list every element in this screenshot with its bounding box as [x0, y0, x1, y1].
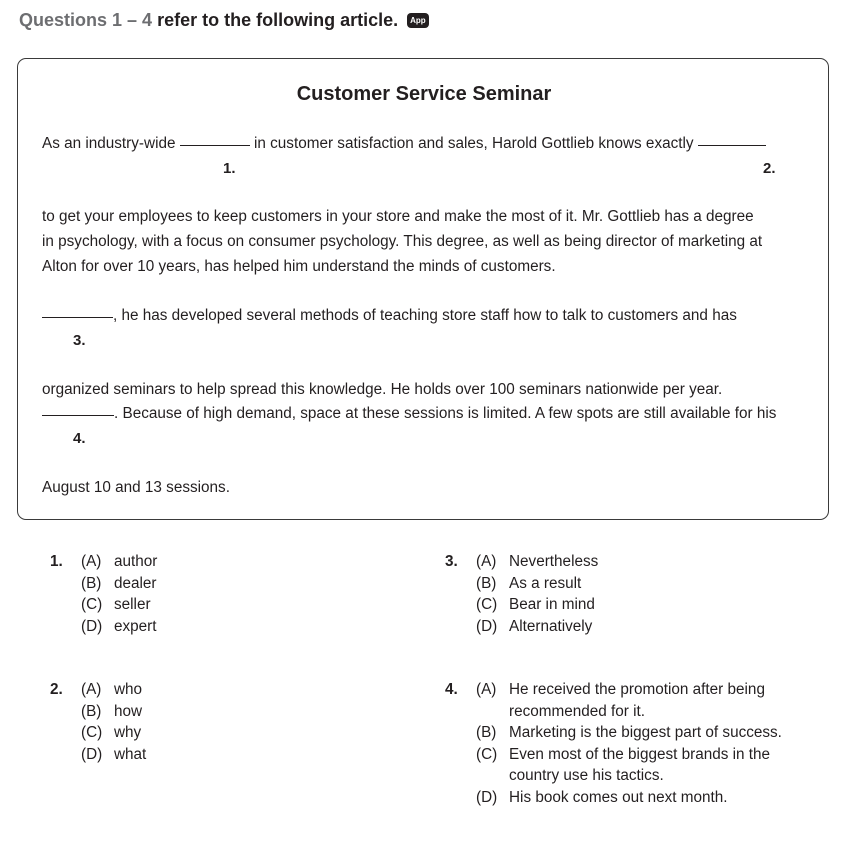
option-letter: (C): [476, 745, 498, 763]
option-text: Bear in mind: [509, 596, 595, 613]
article-line-2: to get your employees to keep customers in your store and make the most of it. Mr. Gottlieb has a degree: [42, 208, 754, 225]
option-1a[interactable]: [50, 551, 390, 573]
option-letter: (B): [81, 702, 102, 720]
option-letter: (B): [476, 724, 497, 741]
article-line-5: [42, 307, 737, 325]
blank-1: [180, 144, 250, 146]
option-letter: (C): [476, 596, 498, 613]
article-line-8: August 10 and 13 sessions.: [42, 479, 230, 496]
option-letter: (A): [476, 553, 497, 570]
option-2d[interactable]: [50, 744, 390, 766]
option-text: Marketing is the biggest part of success.: [509, 724, 782, 741]
blank-number-3: 3.: [73, 332, 86, 349]
option-text: He received the promotion after being recommended for it.: [509, 681, 765, 720]
option-text: dealer: [114, 574, 157, 592]
blank-3: [42, 316, 113, 318]
line-text: in customer satisfaction and sales, Harold Gottlieb knows exactly: [253, 135, 694, 152]
option-2c[interactable]: [50, 722, 390, 744]
option-1d[interactable]: [50, 616, 390, 638]
option-letter: (C): [81, 596, 103, 613]
option-letter: (D): [81, 617, 103, 635]
option-letter: (A): [81, 553, 102, 570]
blank-number-2: 2.: [763, 160, 776, 177]
option-text: what: [114, 745, 147, 763]
option-letter: (B): [81, 574, 102, 592]
article-line-7: [42, 405, 776, 423]
option-1c[interactable]: [50, 594, 390, 616]
option-4a[interactable]: [445, 679, 809, 722]
app-badge-icon[interactable]: App: [407, 13, 429, 28]
article-line-1: [42, 135, 766, 153]
question-2: [50, 679, 390, 765]
option-2a[interactable]: [50, 679, 390, 701]
option-letter: (B): [476, 574, 497, 592]
option-text: Nevertheless: [509, 553, 599, 570]
option-text: seller: [114, 596, 151, 613]
header-instruction: refer to the following article.: [157, 10, 399, 30]
option-letter: (A): [81, 681, 102, 698]
question-number: 4.: [445, 681, 458, 698]
question-number: 1.: [50, 553, 63, 570]
blank-2: [698, 144, 766, 146]
question-range: Questions 1 – 4: [19, 10, 153, 30]
article-line-4: Alton for over 10 years, has helped him understand the minds of customers.: [42, 258, 556, 275]
option-text: how: [114, 702, 143, 720]
question-1: [50, 551, 390, 637]
option-1b[interactable]: [50, 573, 390, 595]
question-number: 2.: [50, 681, 63, 698]
option-3b[interactable]: [445, 573, 825, 595]
question-4: [445, 679, 825, 808]
article-line-6: organized seminars to help spread this knowledge. He holds over 100 seminars nationwide per year.: [42, 381, 723, 398]
option-4b[interactable]: [445, 722, 809, 744]
article-title: Customer Service Seminar: [296, 83, 552, 105]
option-3a[interactable]: [445, 551, 825, 573]
option-letter: (C): [81, 724, 103, 741]
option-text: Alternatively: [509, 617, 593, 635]
blank-number-1: 1.: [223, 160, 236, 177]
line-text: As an industry-wide: [42, 135, 176, 152]
option-4d[interactable]: [445, 787, 809, 809]
option-text: His book comes out next month.: [509, 788, 728, 806]
option-text: who: [114, 681, 143, 698]
option-letter: (D): [476, 788, 498, 806]
line-text: , he has developed several methods of teaching store staff how to talk to customers and has: [113, 307, 737, 324]
article-line-3: in psychology, with a focus on consumer psychology. This degree, as well as being director of marketing at: [42, 233, 763, 250]
question-number: 3.: [445, 553, 458, 570]
question-3: [445, 551, 825, 637]
option-letter: (D): [81, 745, 103, 763]
option-text: Even most of the biggest brands in the country use his tactics.: [509, 745, 771, 784]
option-letter: (A): [476, 681, 497, 698]
blank-4: [42, 414, 114, 416]
article-box: [17, 58, 829, 520]
option-text: As a result: [509, 574, 582, 592]
option-text: author: [114, 553, 158, 570]
option-3d[interactable]: [445, 616, 825, 638]
option-text: why: [114, 724, 142, 741]
line-text: . Because of high demand, space at these sessions is limited. A few spots are still available for his: [114, 405, 777, 422]
section-header: [19, 10, 429, 31]
option-text: expert: [114, 617, 157, 635]
option-4c[interactable]: [445, 744, 809, 787]
blank-number-4: 4.: [73, 430, 86, 447]
option-letter: (D): [476, 617, 498, 635]
option-3c[interactable]: [445, 594, 825, 616]
option-2b[interactable]: [50, 701, 390, 723]
